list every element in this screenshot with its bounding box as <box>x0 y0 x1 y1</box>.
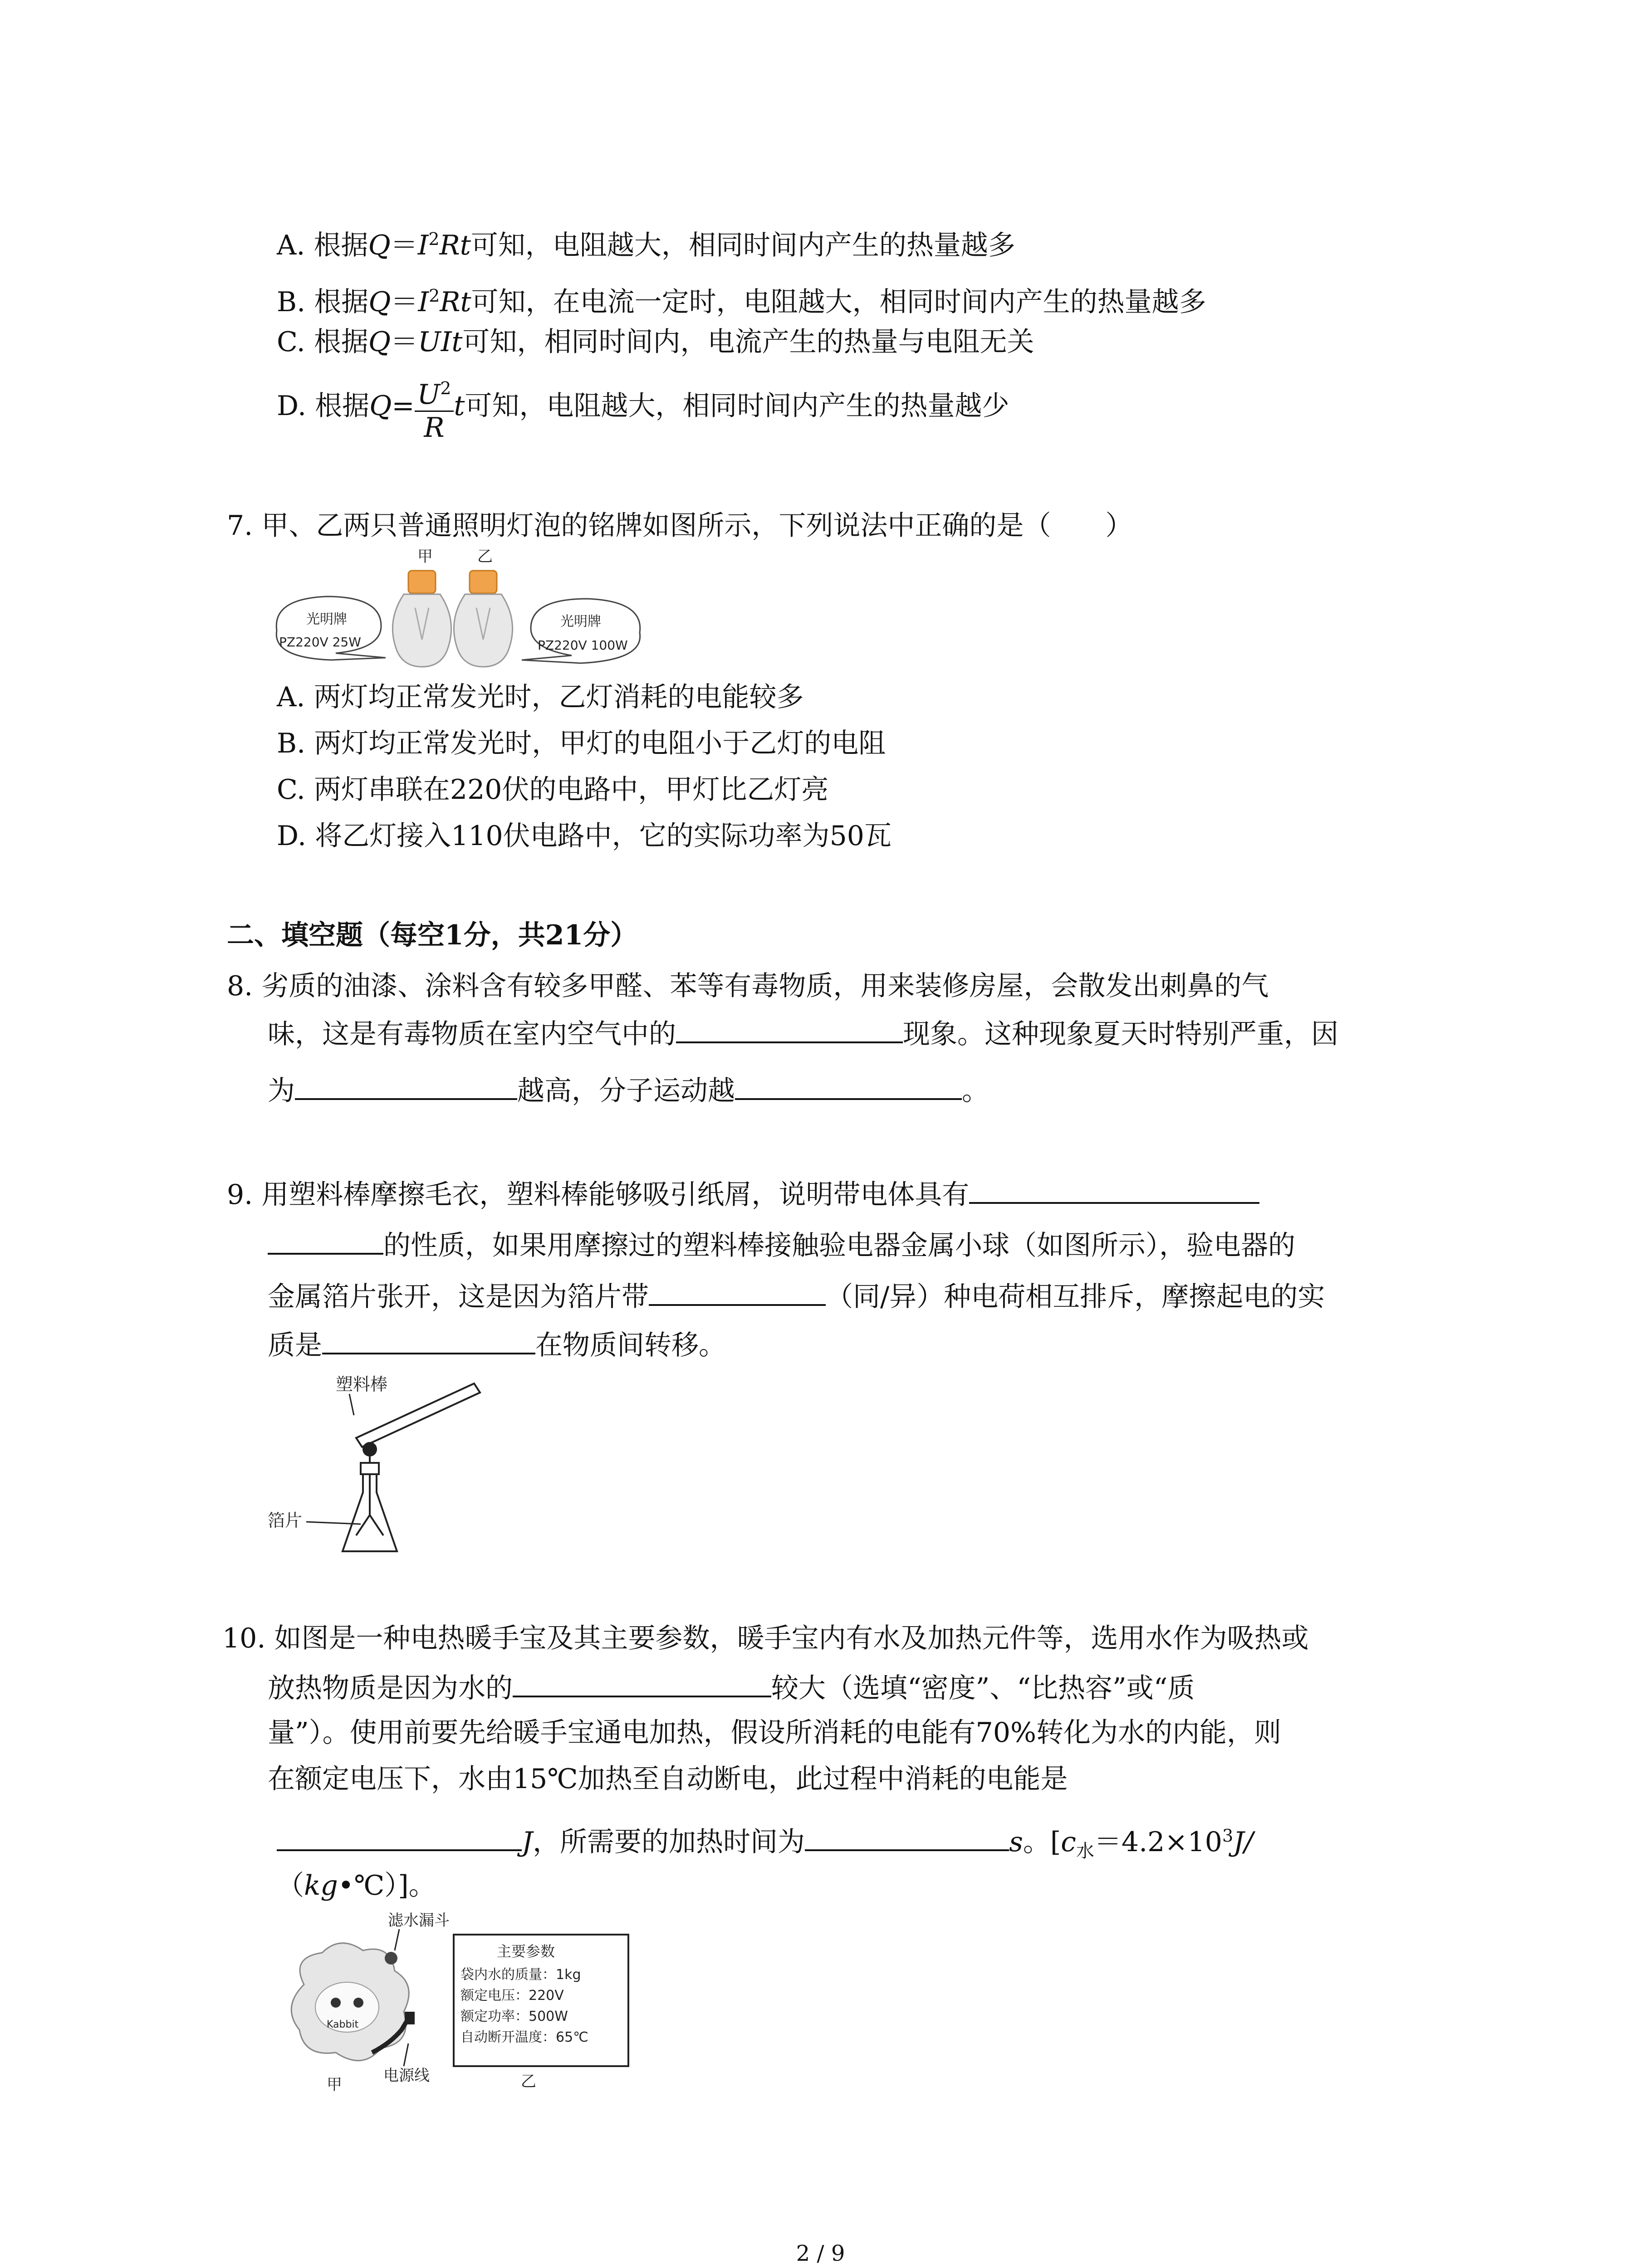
q9-line1: 9. 用塑料棒摩擦毛衣，塑料棒能够吸引纸屑，说明带电体具有 <box>227 1176 1259 1214</box>
rod-label: 塑料棒 <box>336 1374 388 1394</box>
nameplate-yi-bubble <box>522 599 640 663</box>
q10-line2: 放热物质是因为水的 较大（选填“密度”、“比热容”或“质 <box>268 1669 1195 1707</box>
q7-option-a: A. 两灯均正常发光时，乙灯消耗的电能较多 <box>277 681 804 713</box>
nameplate-jia-bubble <box>276 596 386 660</box>
q10-line1: 10. 如图是一种电热暖手宝及其主要参数，暖手宝内有水及加热元件等，选用水作为吸热或 <box>222 1623 1309 1654</box>
svg-text:额定电压：220V: 额定电压：220V <box>460 1988 564 2004</box>
q10-blank-3[interactable] <box>805 1824 1009 1851</box>
q9-line2: 的性质，如果用摩擦过的塑料棒接触验电器金属小球（如图所示），验电器的 <box>268 1227 1295 1265</box>
svg-text:主要参数: 主要参数 <box>497 1943 555 1960</box>
q8-blank-1[interactable] <box>676 1016 903 1043</box>
q8-blank-3[interactable] <box>735 1073 962 1100</box>
svg-text:额定功率：500W: 额定功率：500W <box>460 2009 568 2024</box>
cord-label: 电源线 <box>383 2067 430 2085</box>
q9-line4: 质是 在物质间转移。 <box>268 1326 726 1364</box>
q9-line3: 金属箔片张开，这是因为箔片带 （同/异）种电荷相互排斥，摩擦起电的实 <box>268 1278 1325 1316</box>
svg-text:PZ220V 100W: PZ220V 100W <box>538 638 628 653</box>
electroscope-icon <box>343 1442 397 1551</box>
bulb-yi-icon <box>454 571 512 667</box>
q10-line6: （kg•℃）]。 <box>277 1870 436 1901</box>
bulb-jia-icon <box>392 571 451 667</box>
figure-label-jia: 甲 <box>327 2076 342 2094</box>
svg-text:自动断开温度：65℃: 自动断开温度：65℃ <box>460 2029 588 2045</box>
q8-blank-2[interactable] <box>295 1073 517 1100</box>
q7-option-b: B. 两灯均正常发光时，甲灯的电阻小于乙灯的电阻 <box>277 728 886 759</box>
svg-text:袋内水的质量：1kg: 袋内水的质量：1kg <box>460 1967 581 1983</box>
q10-line5: J，所需要的加热时间为 s。[$c_水=4.2\times 10^3J/$ <box>277 1817 1253 1870</box>
q9-blank-2[interactable] <box>649 1279 826 1306</box>
q6-option-c: C. 根据Q＝UIt可知，相同时间内，电流产生的热量与电阻无关 <box>277 326 1034 358</box>
q9-blank-3[interactable] <box>322 1327 535 1354</box>
q6-option-a: A. 根据$Q=I^2Rt$可知，电阻越大，相同时间内产生的热量越多 <box>277 229 1015 261</box>
funnel-label: 滤水漏斗 <box>388 1911 450 1930</box>
svg-text:PZ220V 25W: PZ220V 25W <box>279 635 361 650</box>
q7-option-c: C. 两灯串联在220伏的电路中，甲灯比乙灯亮 <box>277 774 829 806</box>
q10-hand-warmer-figure <box>272 1907 644 2102</box>
q9-blank-1b[interactable] <box>268 1227 383 1255</box>
q7-stem: 7. 甲、乙两只普通照明灯泡的铭牌如图所示，下列说法中正确的是（ ） <box>227 510 1133 542</box>
page-number: 2 / 9 <box>796 2241 845 2266</box>
q8-line2: 味，这是有毒物质在室内空气中的 现象。这种现象夏天时特别严重，因 <box>268 1015 1338 1053</box>
bulb-label-jia: 甲 <box>417 547 433 566</box>
parameter-table <box>454 1935 628 2066</box>
foil-label: 箔片 <box>268 1510 303 1530</box>
q6-option-b: B. 根据$Q=I^2Rt$可知，在电流一定时，电阻越大，相同时间内产生的热量越多 <box>277 286 1206 318</box>
fraction-u2-over-r: $\frac{U^2}{R}$ <box>415 372 454 444</box>
q9-blank-1a[interactable] <box>969 1177 1259 1204</box>
q8-line3: 为 越高，分子运动越 。 <box>268 1072 989 1110</box>
q6-option-d: D. 根据Q= $\frac{U^2}{R}$ t可知，电阻越大，相同时间内产生的热量越少 <box>277 372 1009 444</box>
figure-label-yi: 乙 <box>521 2072 536 2091</box>
svg-text:光明牌: 光明牌 <box>306 611 347 627</box>
q10-blank-2[interactable] <box>277 1824 522 1851</box>
q10-line4: 在额定电压下，水由15℃加热至自动断电，此过程中消耗的电能是 <box>268 1763 1068 1795</box>
q10-blank-1[interactable] <box>513 1670 771 1697</box>
q9-electroscope-figure <box>259 1365 495 1565</box>
section-title: 二、填空题（每空1分，共21分） <box>227 919 638 951</box>
q10-line3: 量”）。使用前要先给暖手宝通电加热，假设所消耗的电能有70%转化为水的内能，则 <box>268 1717 1282 1749</box>
q7-option-d: D. 将乙灯接入110伏电路中，它的实际功率为50瓦 <box>277 820 892 852</box>
bulb-label-yi: 乙 <box>477 547 493 566</box>
svg-text:光明牌: 光明牌 <box>560 614 601 630</box>
q7-bulb-figure <box>268 544 649 680</box>
svg-text:Kabbit: Kabbit <box>327 2019 359 2030</box>
q8-line1: 8. 劣质的油漆、涂料含有较多甲醛、苯等有毒物质，用来装修房屋，会散发出刺鼻的气 <box>227 970 1269 1002</box>
